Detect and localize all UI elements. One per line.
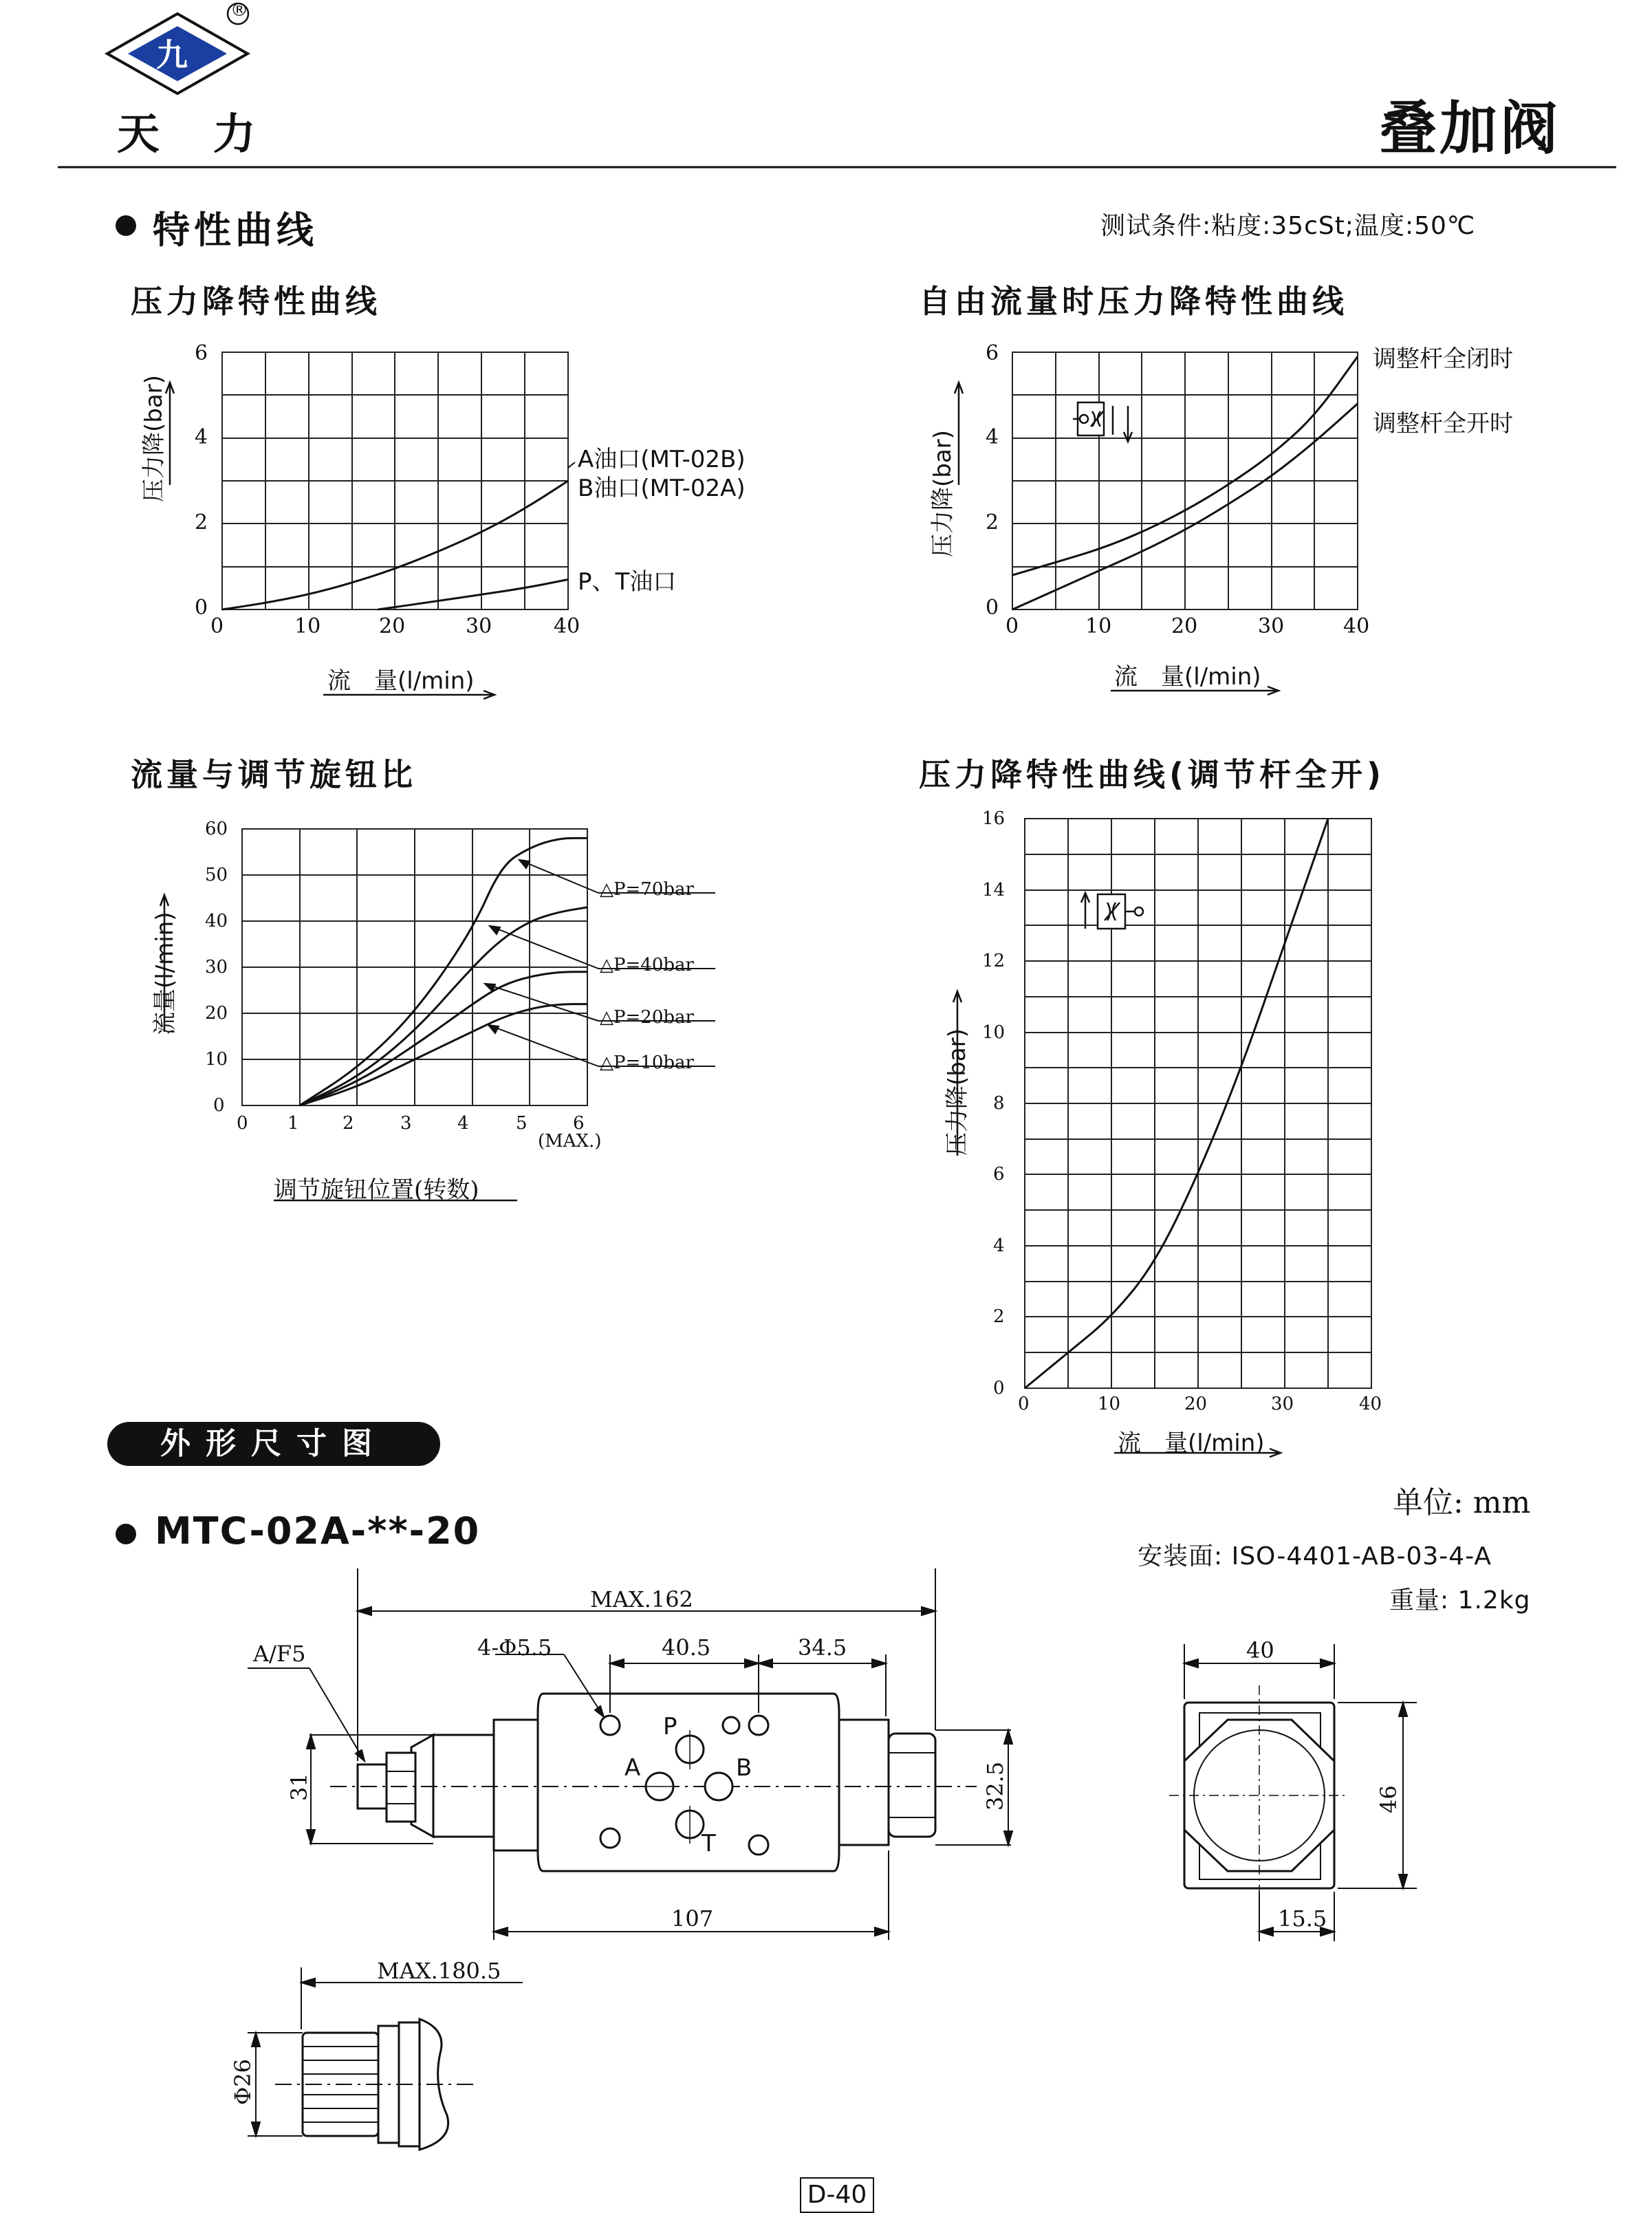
- chart4-xtick: 20: [1184, 1394, 1208, 1414]
- page-title: 叠加阀: [1379, 94, 1561, 162]
- chart3-grid: [242, 829, 587, 1105]
- dim-32-5: 32.5: [982, 1761, 1008, 1811]
- check-valve-symbol-icon: [1073, 402, 1132, 442]
- chart2-annotation-closed: 调整杆全闭时: [1373, 345, 1513, 373]
- chart3-curves: [300, 838, 587, 1105]
- chart1-xtick: 10: [294, 614, 321, 638]
- chart1-axis-arrows: [166, 382, 494, 699]
- test-conditions: 测试条件:粘度:35cSt;温度:50℃: [1100, 212, 1476, 240]
- chart4-grid: [1025, 819, 1371, 1388]
- chart3-xmax-note: (MAX.): [538, 1131, 602, 1152]
- chart3-xtick: 1: [287, 1113, 299, 1134]
- chart1-xtick: 20: [379, 614, 406, 638]
- chart1-series-line-2: [378, 579, 568, 609]
- dimension-section-pill: 外形尺寸图: [107, 1422, 440, 1466]
- chart4-title: 压力降特性曲线(调节杆全开): [919, 756, 1386, 793]
- chart2-title: 自由流量时压力降特性曲线: [919, 283, 1348, 320]
- chart3-ytick: 30: [205, 957, 228, 978]
- bullet-icon: [116, 215, 136, 236]
- chart2-ytick: 2: [986, 510, 999, 535]
- chart4-ytick: 12: [982, 951, 1006, 971]
- chart4-xlabel: 流 量(l/min): [1118, 1429, 1265, 1457]
- mount-surface: 安装面: ISO-4401-AB-03-4-A: [1138, 1542, 1492, 1570]
- port-label-t: T: [702, 1830, 716, 1857]
- dim-40: 40: [1246, 1637, 1274, 1663]
- dim-holes: 4-Φ5.5: [477, 1634, 552, 1661]
- chart3-xlabel: 调节旋钮位置(转数): [274, 1176, 479, 1204]
- chart3-legend-70: △P=70bar: [600, 879, 694, 900]
- chart4-ytick: 6: [993, 1164, 1005, 1185]
- chart3-ytick: 0: [213, 1095, 225, 1116]
- chart1-xlabel: 流 量(l/min): [327, 667, 475, 695]
- chart1-grid: [222, 352, 568, 609]
- registered-mark: ®: [230, 0, 248, 21]
- dim-34-5: 34.5: [798, 1634, 847, 1661]
- chart4-ytick: 10: [982, 1022, 1006, 1043]
- chart2-ytick: 6: [986, 341, 999, 365]
- chart1-ytick: 0: [195, 596, 208, 620]
- chart1-annotation-a: A油口(MT-02B): [578, 446, 746, 473]
- chart3-title: 流量与调节旋钮比: [131, 756, 417, 793]
- chart2-grid: [1012, 352, 1358, 609]
- chart4-xtick: 30: [1271, 1394, 1294, 1414]
- chart3-xtick: 2: [343, 1113, 354, 1134]
- port-label-a: A: [624, 1754, 641, 1782]
- chart3-series-line-4: [300, 1004, 587, 1105]
- unit-label: 单位: mm: [1393, 1485, 1531, 1520]
- dim-af5: A/F5: [253, 1641, 306, 1667]
- chart1-xtick: 0: [210, 614, 224, 638]
- dim-107: 107: [671, 1906, 714, 1932]
- port-label-b: B: [736, 1754, 752, 1782]
- chart1-title: 压力降特性曲线: [131, 283, 381, 320]
- chart4-ytick: 8: [993, 1093, 1005, 1114]
- chart3-ytick: 50: [205, 865, 228, 885]
- chart4-ytick: 4: [993, 1235, 1005, 1256]
- chart3-legend-20: △P=20bar: [600, 1007, 694, 1028]
- chart3-series-line-1: [300, 838, 587, 1105]
- chart3-legend-10: △P=10bar: [600, 1052, 694, 1073]
- logo-glyph: 九: [156, 36, 188, 74]
- chart2-xlabel: 流 量(l/min): [1114, 663, 1261, 691]
- dim-40-5: 40.5: [662, 1634, 711, 1661]
- chart1-annotation-b: B油口(MT-02A): [578, 475, 746, 502]
- chart3-ytick: 20: [205, 1003, 228, 1024]
- chart3-series-line-3: [300, 972, 587, 1105]
- chart4-ytick: 2: [993, 1306, 1005, 1327]
- page-code: D-40: [800, 2177, 874, 2213]
- chart2-xtick: 10: [1085, 614, 1112, 638]
- throttle-valve-symbol-icon: [1081, 893, 1143, 929]
- chart1-ylabel: 压力降(bar): [140, 375, 168, 502]
- weight: 重量: 1.2kg: [1389, 1586, 1531, 1615]
- chart3-xtick: 0: [237, 1113, 248, 1134]
- dim-max180-5: MAX.180.5: [377, 1958, 501, 1984]
- chart1-ytick: 2: [195, 510, 208, 535]
- section-title-characteristics: 特性曲线: [153, 208, 318, 252]
- chart2-ytick: 4: [986, 425, 999, 449]
- brand-name: 天 力: [117, 109, 275, 159]
- chart1-xtick: 30: [466, 614, 492, 638]
- dim-46: 46: [1376, 1785, 1402, 1813]
- chart3-xtick: 4: [457, 1113, 469, 1134]
- dim-15-5: 15.5: [1278, 1906, 1327, 1932]
- chart2-ytick: 0: [986, 596, 999, 620]
- chart4-ytick: 14: [982, 880, 1006, 900]
- chart2-xtick: 0: [1006, 614, 1019, 638]
- chart3-ytick: 10: [205, 1049, 228, 1070]
- chart4-xtick: 40: [1359, 1394, 1382, 1414]
- chart3-xtick: 6: [573, 1113, 585, 1134]
- chart3-ytick: 60: [205, 819, 228, 839]
- chart4-xtick: 10: [1098, 1394, 1121, 1414]
- chart2-xtick: 40: [1343, 614, 1370, 638]
- chart3-ylabel: 流量(l/min): [151, 911, 179, 1035]
- chart3-xtick: 5: [516, 1113, 528, 1134]
- chart1-xtick: 40: [554, 614, 580, 638]
- bullet-icon: [116, 1524, 136, 1544]
- chart3-xtick: 3: [400, 1113, 412, 1134]
- chart2-xtick: 20: [1171, 614, 1198, 638]
- dim-max162: MAX.162: [590, 1586, 693, 1612]
- chart1-annotation-pt: P、T油口: [578, 568, 677, 596]
- chart2-ylabel: 压力降(bar): [929, 430, 957, 557]
- chart2-xtick: 30: [1258, 614, 1285, 638]
- chart1-ytick: 4: [195, 425, 208, 449]
- chart4-xtick: 0: [1018, 1394, 1030, 1414]
- dim-31: 31: [286, 1773, 312, 1801]
- port-label-p: P: [663, 1713, 677, 1740]
- model-title: MTC-02A-**-20: [155, 1509, 481, 1553]
- chart1-ytick: 6: [195, 341, 208, 365]
- chart2-annotation-open: 调整杆全开时: [1373, 410, 1513, 438]
- dim-phi26: Φ26: [230, 2059, 256, 2105]
- chart3-ytick: 40: [205, 911, 228, 931]
- chart4-ytick: 16: [982, 808, 1006, 829]
- chart4-ylabel: 压力降(bar): [944, 1028, 971, 1156]
- chart4-ytick: 0: [993, 1378, 1005, 1399]
- chart3-legend-40: △P=40bar: [600, 955, 694, 975]
